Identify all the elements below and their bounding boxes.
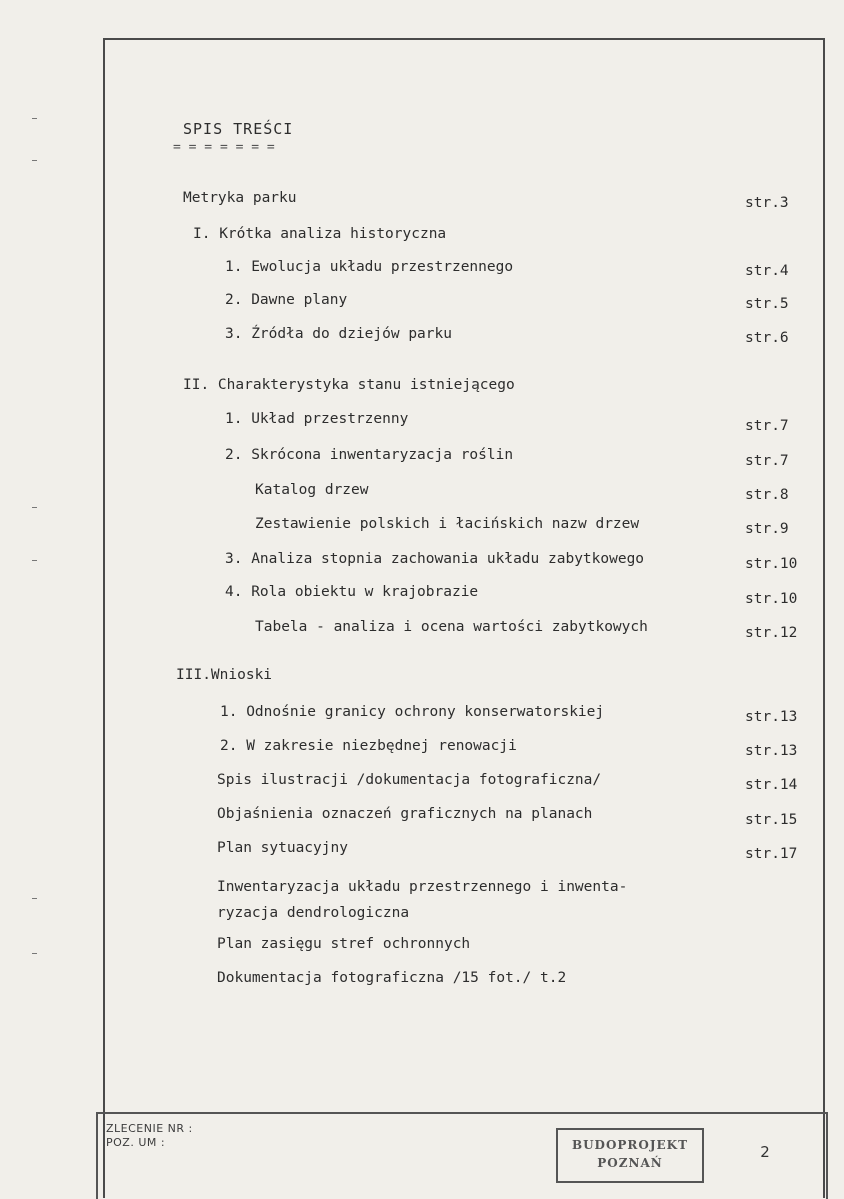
margin-mark (32, 560, 37, 561)
toc-entry-line: Inwentaryzacja układu przestrzennego i inwenta- (217, 879, 628, 895)
toc-entry: Metryka parku (183, 190, 297, 206)
toc-page: str.12 (745, 625, 798, 641)
toc-page: str.15 (745, 812, 798, 828)
toc-page: str.10 (745, 591, 798, 607)
company-stamp (556, 1128, 704, 1183)
margin-mark (32, 953, 37, 954)
toc-entry-line: ryzacja dendrologiczna (217, 905, 410, 921)
toc-entry: 1. Ewolucja układu przestrzennego (225, 259, 514, 275)
title-underline: = = = = = = = (173, 140, 275, 155)
toc-section: II. Charakterystyka stanu istniejącego (183, 377, 515, 393)
margin-mark (32, 160, 37, 161)
toc-entry: Spis ilustracji /dokumentacja fotograficzna/ (217, 772, 602, 788)
toc-page: str.3 (745, 195, 789, 211)
margin-mark (32, 898, 37, 899)
toc-entry: 2. Dawne plany (225, 292, 348, 308)
toc-page: str.8 (745, 487, 789, 503)
toc-section: III.Wnioski (176, 667, 273, 683)
toc-page: str.10 (745, 556, 798, 572)
stamp-line1: BUDOPROJEKT (571, 1138, 689, 1152)
toc-page: str.4 (745, 263, 789, 279)
toc-entry: Plan zasięgu stref ochronnych (217, 936, 471, 952)
toc-entry: 2. W zakresie niezbędnej renowacji (220, 738, 517, 754)
title-block (96, 1112, 828, 1199)
stamp-line2: POZNAŃ (597, 1156, 663, 1170)
toc-page: str.13 (745, 743, 798, 759)
toc-section: I. Krótka analiza historyczna (193, 226, 447, 242)
toc-entry: Dokumentacja fotograficzna /15 fot./ t.2 (217, 970, 567, 986)
toc-entry: 4. Rola obiektu w krajobrazie (225, 584, 479, 600)
toc-page: str.7 (745, 453, 789, 469)
toc-page: str.5 (745, 296, 789, 312)
toc-page: str.7 (745, 418, 789, 434)
toc-entry: 3. Źródła do dziejów parku (225, 326, 452, 342)
toc-entry: 2. Skrócona inwentaryzacja roślin (225, 447, 514, 463)
toc-entry: 1. Odnośnie granicy ochrony konserwatorskiej (220, 704, 605, 720)
zlecenie-label: ZLECENIE NR : (106, 1122, 193, 1135)
page-title: SPIS TREŚCI (183, 120, 294, 138)
order-info (106, 1122, 193, 1150)
page-number: 2 (760, 1143, 770, 1161)
margin-mark (32, 118, 37, 119)
toc-page: str.6 (745, 330, 789, 346)
toc-entry: Plan sytuacyjny (217, 840, 348, 856)
toc-entry: Katalog drzew (255, 482, 369, 498)
page-frame (103, 38, 825, 1198)
toc-entry: 1. Układ przestrzenny (225, 411, 409, 427)
toc-page: str.17 (745, 846, 798, 862)
toc-page: str.9 (745, 521, 789, 537)
toc-entry: Tabela - analiza i ocena wartości zabytkowych (255, 619, 648, 635)
toc-page: str.14 (745, 777, 798, 793)
toc-entry: Objaśnienia oznaczeń graficznych na planach (217, 806, 593, 822)
poz-label: POZ. UM : (106, 1136, 166, 1149)
margin-mark (32, 507, 37, 508)
toc-entry-multiline (217, 874, 627, 926)
toc-page: str.13 (745, 709, 798, 725)
toc-entry: 3. Analiza stopnia zachowania układu zabytkowego (225, 551, 645, 567)
toc-entry: Zestawienie polskich i łacińskich nazw drzew (255, 516, 640, 532)
